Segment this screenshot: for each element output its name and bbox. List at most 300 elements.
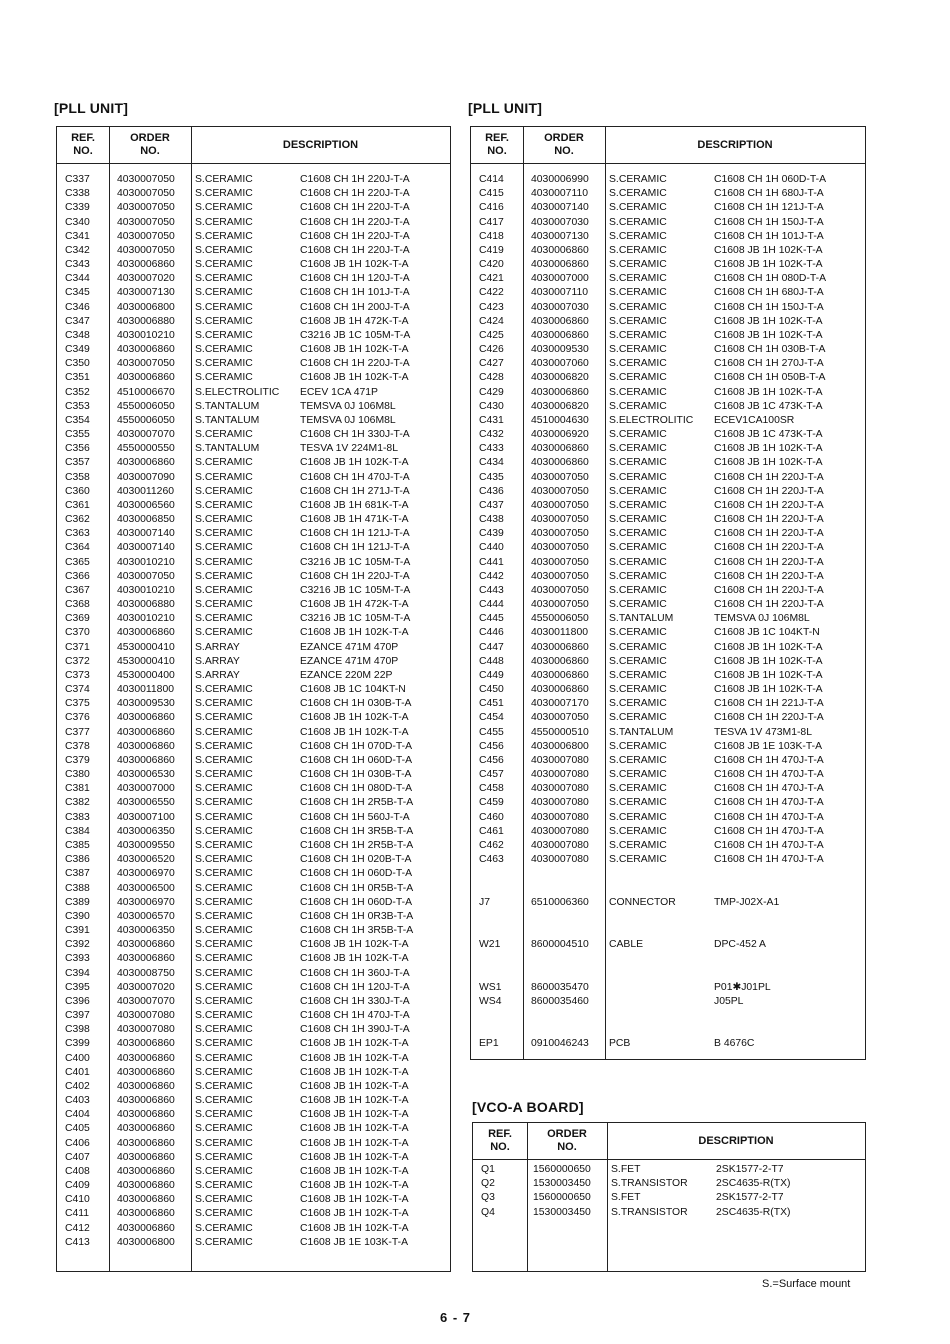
part-number: C1608 JB 1H 102K-T-A — [300, 1095, 409, 1107]
part-number: TEMSVA 0J 106M8L — [300, 414, 396, 426]
order-no: 4030007050 — [117, 358, 175, 370]
ref-no: C397 — [65, 1010, 90, 1022]
ref-no: C432 — [479, 429, 504, 441]
table-row — [57, 1137, 450, 1151]
part-number: C1608 CH 1H 220J-T-A — [300, 570, 410, 582]
ref-no: C457 — [479, 769, 504, 781]
part-number: C1608 JB 1H 102K-T-A — [300, 1066, 409, 1078]
order-no: 4550006050 — [531, 613, 589, 625]
header-ref-no: REF. NO. — [488, 1128, 512, 1153]
order-no: 4030007130 — [531, 230, 589, 242]
ref-no: C412 — [65, 1222, 90, 1234]
ref-no: C405 — [65, 1123, 90, 1135]
part-type: S.CERAMIC — [195, 712, 253, 724]
table-row — [471, 811, 865, 825]
ref-no: C442 — [479, 570, 504, 582]
part-type: S.CERAMIC — [195, 1180, 253, 1192]
part-number: C1608 CH 1H 060D-T-A — [714, 174, 827, 185]
table-row — [57, 938, 450, 952]
part-type: S.CERAMIC — [195, 854, 253, 866]
ref-no: C425 — [479, 329, 504, 341]
table-row — [57, 683, 450, 697]
ref-no: C385 — [65, 839, 90, 851]
part-type: S.CERAMIC — [609, 202, 667, 214]
table-row — [57, 1108, 450, 1122]
part-number: C1608 CH 1H 101J-T-A — [300, 287, 410, 299]
table-row — [57, 286, 450, 300]
table-row — [471, 230, 865, 244]
part-type: S.CERAMIC — [609, 528, 667, 540]
part-type: S.CERAMIC — [609, 684, 667, 696]
order-no: 8600004510 — [531, 939, 589, 951]
order-no: 8600035470 — [531, 981, 589, 993]
ref-no: C434 — [479, 457, 504, 469]
part-number: C1608 CH 1H 101J-T-A — [714, 230, 824, 242]
vco-parts-table — [472, 1122, 866, 1272]
order-no: 4030007080 — [531, 769, 589, 781]
order-no: 4030006860 — [117, 740, 175, 752]
part-number: C1608 CH 1H 470J-T-A — [714, 811, 824, 823]
part-number: C1608 CH 1H 220J-T-A — [300, 188, 410, 200]
part-type: S.CERAMIC — [195, 939, 253, 951]
part-number: C1608 CH 1H 470J-T-A — [714, 769, 824, 781]
part-type: S.CERAMIC — [195, 953, 253, 965]
part-number: C1608 CH 1H 470J-T-A — [714, 797, 824, 809]
table-row — [57, 386, 450, 400]
ref-no: C406 — [65, 1137, 90, 1149]
ref-no: C454 — [479, 712, 504, 724]
order-no: 4030006990 — [531, 174, 589, 185]
ref-no: C387 — [65, 868, 90, 880]
part-number: C1608 JB 1H 472K-T-A — [300, 315, 409, 327]
order-no: 4030006970 — [117, 896, 175, 908]
order-no: 4030007080 — [531, 754, 589, 766]
order-no: 4030006350 — [117, 825, 175, 837]
ref-no: C444 — [479, 599, 504, 611]
table-row — [57, 981, 450, 995]
order-no: 4030007030 — [531, 216, 589, 228]
part-type: S.CERAMIC — [195, 329, 253, 341]
table-row — [471, 825, 865, 839]
order-no: 4030007060 — [531, 358, 589, 370]
table-row — [471, 173, 865, 187]
part-type: S.CERAMIC — [609, 769, 667, 781]
ref-no: C379 — [65, 754, 90, 766]
part-type: S.CERAMIC — [195, 1222, 253, 1234]
part-number: C1608 CH 1H 220J-T-A — [714, 556, 824, 568]
vco-section-title: [VCO-A BOARD] — [472, 1099, 584, 1115]
part-number: C1608 JB 1H 102K-T-A — [714, 244, 823, 256]
table-row — [57, 357, 450, 371]
order-no: 1530003450 — [533, 1206, 591, 1218]
ref-no: C373 — [65, 669, 90, 681]
part-number: C1608 JB 1H 102K-T-A — [300, 712, 409, 724]
order-no: 4030006860 — [531, 443, 589, 455]
ref-no: C427 — [479, 358, 504, 370]
ref-no: C352 — [65, 386, 90, 398]
table-row — [57, 952, 450, 966]
table-row — [471, 357, 865, 371]
part-type: S.TANTALUM — [195, 443, 260, 455]
table-body — [473, 1159, 865, 1271]
part-number: C1608 CH 1H 030B-T-A — [714, 344, 826, 356]
part-type: S.CERAMIC — [195, 868, 253, 880]
left-parts-table — [56, 126, 451, 1272]
ref-no: C348 — [65, 329, 90, 341]
order-no: 4030007050 — [117, 570, 175, 582]
part-number: C1608 CH 1H 220J-T-A — [714, 542, 824, 554]
part-number: C1608 CH 1H 470J-T-A — [714, 854, 824, 866]
ref-no: C402 — [65, 1080, 90, 1092]
table-row — [57, 329, 450, 343]
ref-no: C462 — [479, 839, 504, 851]
ref-no: C360 — [65, 485, 90, 497]
order-no: 4030010210 — [117, 329, 175, 341]
order-no: 4030007080 — [531, 811, 589, 823]
ref-no: C347 — [65, 315, 90, 327]
table-row — [471, 343, 865, 357]
table-row — [471, 371, 865, 385]
order-no: 4030006860 — [117, 457, 175, 469]
order-no: 4030007000 — [117, 783, 175, 795]
table-row — [471, 896, 865, 910]
part-number: C1608 CH 1H 080D-T-A — [714, 273, 827, 285]
order-no: 4030007050 — [531, 584, 589, 596]
ref-no: C449 — [479, 669, 504, 681]
table-row — [471, 655, 865, 669]
header-order-no: ORDER NO. — [544, 132, 584, 157]
table-row — [471, 513, 865, 527]
table-row — [57, 527, 450, 541]
part-type: S.CERAMIC — [195, 726, 253, 738]
order-no: 4030007100 — [117, 811, 175, 823]
part-type: S.CERAMIC — [195, 344, 253, 356]
order-no: 4030006860 — [117, 1137, 175, 1149]
ref-no: C459 — [479, 797, 504, 809]
part-number: C1608 CH 1H 2R5B-T-A — [300, 797, 414, 809]
table-row — [57, 499, 450, 513]
part-type: S.CERAMIC — [195, 485, 253, 497]
order-no: 4030006860 — [117, 1095, 175, 1107]
order-no: 4030007090 — [117, 471, 175, 483]
ref-no: C399 — [65, 1038, 90, 1050]
table-row — [57, 1094, 450, 1108]
part-type: S.CERAMIC — [195, 528, 253, 540]
order-no: 4030006970 — [117, 868, 175, 880]
table-row — [57, 612, 450, 626]
table-row — [471, 570, 865, 584]
ref-no: C416 — [479, 202, 504, 214]
part-type: S.CERAMIC — [195, 1165, 253, 1177]
part-number: C1608 CH 1H 020B-T-A — [300, 854, 412, 866]
ref-no: C374 — [65, 684, 90, 696]
order-no: 4030006860 — [117, 1151, 175, 1163]
part-type: S.CERAMIC — [609, 457, 667, 469]
part-type: S.ELECTROLITIC — [195, 386, 280, 398]
part-number: C1608 CH 1H 2R5B-T-A — [300, 839, 414, 851]
order-no: 4030009550 — [117, 839, 175, 851]
table-row — [57, 230, 450, 244]
table-row — [473, 1191, 865, 1205]
part-type: S.CERAMIC — [195, 613, 253, 625]
part-number: B 4676C — [714, 1038, 755, 1050]
part-type: S.CERAMIC — [609, 641, 667, 653]
ref-no: C445 — [479, 613, 504, 625]
order-no: 4030007080 — [531, 783, 589, 795]
part-number: C1608 JB 1C 473K-T-A — [714, 429, 823, 441]
part-number: C1608 JB 1H 102K-T-A — [300, 344, 409, 356]
table-row — [471, 995, 865, 1009]
table-row — [57, 570, 450, 584]
ref-no: C342 — [65, 244, 90, 256]
table-row — [57, 201, 450, 215]
part-type: S.CERAMIC — [195, 514, 253, 526]
part-number: C3216 JB 1C 105M-T-A — [300, 329, 411, 341]
part-type: S.CERAMIC — [195, 1208, 253, 1220]
part-number: TEMSVA 0J 106M8L — [714, 613, 810, 625]
ref-no: C422 — [479, 287, 504, 299]
table-row — [57, 442, 450, 456]
part-type: S.CERAMIC — [195, 740, 253, 752]
order-no: 4030006880 — [117, 315, 175, 327]
part-number: C1608 JB 1H 102K-T-A — [300, 1208, 409, 1220]
part-type: S.ARRAY — [195, 669, 240, 681]
table-row — [471, 853, 865, 867]
part-type: S.CERAMIC — [609, 329, 667, 341]
ref-no: C421 — [479, 273, 504, 285]
part-type: S.CERAMIC — [195, 1095, 253, 1107]
order-no: 4030006860 — [117, 712, 175, 724]
table-row — [57, 995, 450, 1009]
order-no: 4550006050 — [117, 414, 175, 426]
part-number: C1608 CH 1H 470J-T-A — [714, 825, 824, 837]
table-row — [57, 541, 450, 555]
ref-no: C419 — [479, 244, 504, 256]
ref-no: C368 — [65, 599, 90, 611]
left-section-title: [PLL UNIT] — [54, 100, 129, 116]
part-number: EZANCE 471M 470P — [300, 641, 399, 653]
ref-no: C456 — [479, 740, 504, 752]
part-type: S.TANTALUM — [609, 613, 674, 625]
order-no: 4030006860 — [117, 1080, 175, 1092]
part-number: C1608 JB 1H 102K-T-A — [300, 372, 409, 384]
order-no: 4030007050 — [531, 485, 589, 497]
order-no: 4030009530 — [531, 344, 589, 356]
ref-no: C349 — [65, 344, 90, 356]
part-number: C1608 CH 1H 220J-T-A — [714, 528, 824, 540]
part-type: S.CERAMIC — [195, 698, 253, 710]
table-row — [57, 216, 450, 230]
part-number: C1608 CH 1H 220J-T-A — [714, 514, 824, 526]
ref-no: C367 — [65, 584, 90, 596]
order-no: 4030007050 — [117, 202, 175, 214]
ref-no: C354 — [65, 414, 90, 426]
order-no: 4030007110 — [531, 188, 589, 200]
order-no: 4030007050 — [531, 471, 589, 483]
table-row — [471, 981, 865, 995]
ref-no: C404 — [65, 1109, 90, 1121]
table-row — [57, 1222, 450, 1236]
order-no: 4030006570 — [117, 910, 175, 922]
ref-no: C346 — [65, 301, 90, 313]
order-no: 4030007140 — [117, 542, 175, 554]
table-row — [57, 1122, 450, 1136]
part-type: S.CERAMIC — [609, 216, 667, 228]
ref-no: C415 — [479, 188, 504, 200]
table-row — [471, 315, 865, 329]
part-type: S.CERAMIC — [609, 244, 667, 256]
ref-no: C428 — [479, 372, 504, 384]
table-row — [57, 882, 450, 896]
order-no: 4030011800 — [531, 627, 589, 639]
part-number: C1608 CH 1H 470J-T-A — [300, 471, 410, 483]
part-type: S.CERAMIC — [195, 556, 253, 568]
ref-no: EP1 — [479, 1038, 499, 1050]
table-row — [57, 400, 450, 414]
part-number: C1608 CH 1H 3R5B-T-A — [300, 825, 414, 837]
table-row — [57, 811, 450, 825]
table-row — [471, 400, 865, 414]
ref-no: C413 — [65, 1236, 90, 1248]
part-type: S.CERAMIC — [609, 584, 667, 596]
part-type: S.CERAMIC — [609, 556, 667, 568]
part-number: C1608 CH 1H 150J-T-A — [714, 216, 824, 228]
order-no: 8600035460 — [531, 995, 589, 1007]
order-no: 6510006360 — [531, 896, 589, 908]
part-number: C1608 JB 1H 102K-T-A — [300, 1165, 409, 1177]
part-number: DPC-452 A — [714, 939, 766, 951]
order-no: 4030007030 — [531, 301, 589, 313]
table-row — [57, 867, 450, 881]
ref-no: C408 — [65, 1165, 90, 1177]
part-number: C1608 CH 1H 070D-T-A — [300, 740, 413, 752]
ref-no: C365 — [65, 556, 90, 568]
table-row — [471, 272, 865, 286]
order-no: 4030007080 — [531, 797, 589, 809]
part-type: S.CERAMIC — [195, 315, 253, 327]
order-no: 4530000400 — [117, 669, 175, 681]
ref-no: C439 — [479, 528, 504, 540]
ref-no: C356 — [65, 443, 90, 455]
order-no: 4030007140 — [531, 202, 589, 214]
part-type: S.CERAMIC — [609, 344, 667, 356]
table-row — [471, 882, 865, 896]
ref-no: C355 — [65, 429, 90, 441]
part-type: S.CERAMIC — [609, 542, 667, 554]
ref-no: C344 — [65, 273, 90, 285]
order-no: 4030007080 — [531, 839, 589, 851]
table-row — [471, 938, 865, 952]
part-type: S.CERAMIC — [609, 485, 667, 497]
order-no: 4030006860 — [117, 1222, 175, 1234]
ref-no: C350 — [65, 358, 90, 370]
ref-no: C401 — [65, 1066, 90, 1078]
ref-no: C410 — [65, 1194, 90, 1206]
part-type: S.CERAMIC — [609, 372, 667, 384]
order-no: 4030006860 — [117, 754, 175, 766]
ref-no: C451 — [479, 698, 504, 710]
ref-no: C337 — [65, 174, 90, 185]
part-type: S.CERAMIC — [609, 854, 667, 866]
order-no: 4550000550 — [117, 443, 175, 455]
part-type: S.CERAMIC — [609, 259, 667, 271]
order-no: 4030006920 — [531, 429, 589, 441]
part-number: C1608 JB 1H 102K-T-A — [714, 641, 823, 653]
table-row — [473, 1206, 865, 1220]
ref-no: C448 — [479, 655, 504, 667]
ref-no: C361 — [65, 499, 90, 511]
order-no: 4030007050 — [117, 244, 175, 256]
order-no: 4030006800 — [531, 740, 589, 752]
table-row — [57, 315, 450, 329]
ref-no: C372 — [65, 655, 90, 667]
ref-no: C441 — [479, 556, 504, 568]
part-number: C1608 JB 1H 102K-T-A — [300, 939, 409, 951]
table-row — [471, 683, 865, 697]
ref-no: C430 — [479, 400, 504, 412]
ref-no: C417 — [479, 216, 504, 228]
part-number: C1608 JB 1H 681K-T-A — [300, 499, 409, 511]
part-number: ECEV 1CA 471P — [300, 386, 378, 398]
part-number: C1608 CH 1H 680J-T-A — [714, 287, 824, 299]
table-row — [471, 669, 865, 683]
part-number: C1608 JB 1H 102K-T-A — [300, 1123, 409, 1135]
order-no: 4030007050 — [117, 216, 175, 228]
part-number: C1608 CH 1H 330J-T-A — [300, 429, 410, 441]
part-type: S.CERAMIC — [195, 273, 253, 285]
table-row — [57, 301, 450, 315]
part-type: S.CERAMIC — [195, 1080, 253, 1092]
part-number: C3216 JB 1C 105M-T-A — [300, 613, 411, 625]
part-number: C1608 CH 1H 390J-T-A — [300, 1024, 410, 1036]
table-row — [471, 697, 865, 711]
ref-no: C446 — [479, 627, 504, 639]
part-number: TESVA 1V 224M1-8L — [300, 443, 398, 455]
table-row — [471, 612, 865, 626]
table-row — [57, 1023, 450, 1037]
table-row — [57, 740, 450, 754]
ref-no: C343 — [65, 259, 90, 271]
part-number: C1608 CH 1H 560J-T-A — [300, 811, 410, 823]
table-row — [471, 471, 865, 485]
part-number: C1608 CH 1H 220J-T-A — [300, 202, 410, 214]
table-row — [471, 286, 865, 300]
part-type: S.CERAMIC — [195, 1052, 253, 1064]
part-type: S.CERAMIC — [609, 599, 667, 611]
part-type: S.CERAMIC — [609, 740, 667, 752]
table-row — [473, 1163, 865, 1177]
part-number: C1608 JB 1H 102K-T-A — [714, 443, 823, 455]
part-number: C1608 CH 1H 050B-T-A — [714, 372, 826, 384]
ref-no: C377 — [65, 726, 90, 738]
table-row — [471, 258, 865, 272]
part-number: C1608 JB 1H 102K-T-A — [300, 1194, 409, 1206]
table-row — [471, 626, 865, 640]
part-type: S.CERAMIC — [195, 202, 253, 214]
table-row — [471, 952, 865, 966]
part-type: S.CERAMIC — [195, 1236, 253, 1248]
part-number: TMP-J02X-A1 — [714, 896, 780, 908]
ref-no: C414 — [479, 174, 504, 185]
order-no: 4030007110 — [531, 287, 589, 299]
table-row — [57, 853, 450, 867]
part-type: S.CERAMIC — [195, 1194, 253, 1206]
ref-no: C435 — [479, 471, 504, 483]
part-number: C1608 CH 1H 220J-T-A — [714, 499, 824, 511]
table-row — [57, 187, 450, 201]
part-type: S.TANTALUM — [195, 414, 260, 426]
ref-no: C433 — [479, 443, 504, 455]
